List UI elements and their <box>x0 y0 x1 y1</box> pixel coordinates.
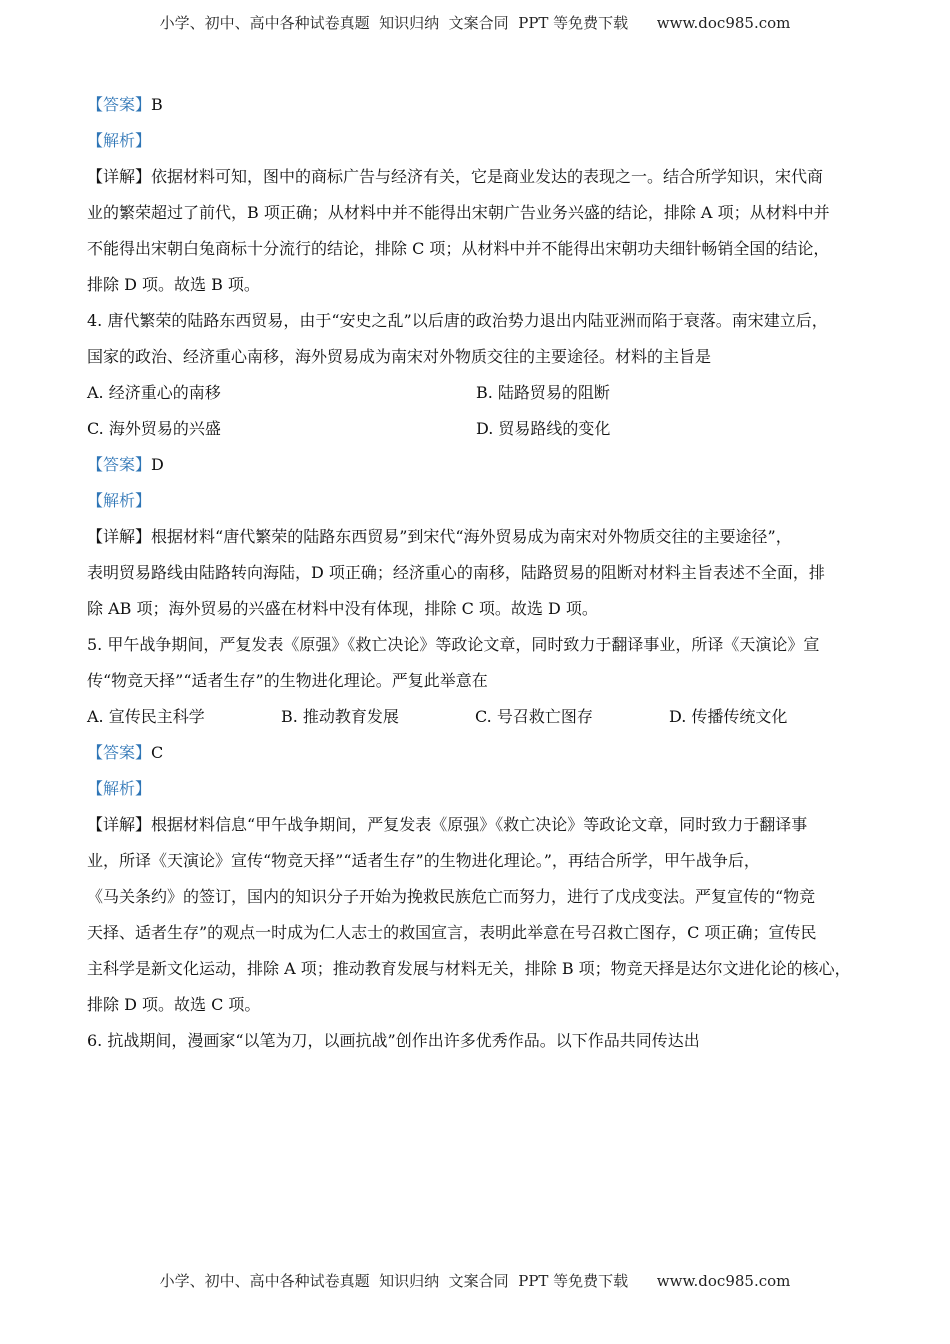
q4-option-b: B. 陆路贸易的阻断 <box>476 383 610 402</box>
q4-stem-line-2: 国家的政治、经济重心南移，海外贸易成为南宋对外物质交往的主要途径。材料的主旨是 <box>87 347 712 366</box>
q4-options-row-1 <box>87 375 872 411</box>
q3-analysis-heading <box>87 123 872 159</box>
q3-answer <box>87 87 872 123</box>
q6-stem-line-1: 6. 抗战期间，漫画家“以笔为刀，以画抗战”创作出许多优秀作品。以下作品共同传达出 <box>87 1031 700 1050</box>
q5-option-b: B. 推动教育发展 <box>281 707 399 726</box>
q4-detail-line-3: 除 AB 项；海外贸易的兴盛在材料中没有体现，排除 C 项。故选 D 项。 <box>87 599 598 618</box>
page-header: 小学、初中、高中各种试卷真题 知识归纳 文案合同 PPT 等免费下载 www.doc985.com <box>159 14 791 32</box>
q5-detail-line-2: 业，所译《天演论》宣传“物竞天择”“适者生存”的生物进化理论。”，再结合所学，甲午战争后， <box>87 851 760 870</box>
detail-text: 根据材料“唐代繁荣的陆路东西贸易”到宋代“海外贸易成为南宋对外物质交往的主要途径”， <box>151 527 792 546</box>
answer-value: B <box>151 95 163 114</box>
q4-detail-line-2: 表明贸易路线由陆路转向海陆，D 项正确；经济重心的南移，陆路贸易的阻断对材料主旨表述不全面，排 <box>87 563 825 582</box>
q5-option-c: C. 号召救亡图存 <box>475 707 593 726</box>
detail-tag: 【详解】 <box>87 527 152 546</box>
answer-tag: 【答案】 <box>87 95 152 114</box>
q4-option-a: A. 经济重心的南移 <box>87 383 221 402</box>
q5-analysis-heading <box>87 771 872 807</box>
q5-stem-line-2: 传“物竞天择”“适者生存”的生物进化理论。严复此举意在 <box>87 671 488 690</box>
q5-stem-line-1: 5. 甲午战争期间，严复发表《原强》《救亡决论》等政论文章，同时致力于翻译事业，所译《天演论》宣 <box>87 635 820 654</box>
q5-detail-line-3: 《马关条约》的签订，国内的知识分子开始为挽救民族危亡而努力，进行了戊戌变法。严复宣传的“物竞 <box>87 887 816 906</box>
detail-tag: 【详解】 <box>87 815 152 834</box>
q5-option-a: A. 宣传民主科学 <box>87 707 205 726</box>
q5-detail-line-5: 主科学是新文化运动，排除 A 项；推动教育发展与材料无关，排除 B 项；物竞天择是达尔文进化论的核心， <box>87 959 851 978</box>
answer-tag: 【答案】 <box>87 743 152 762</box>
q5-options-row <box>87 699 872 735</box>
q4-option-d: D. 贸易路线的变化 <box>476 419 611 438</box>
answer-value: C <box>151 743 164 762</box>
detail-tag: 【详解】 <box>87 167 152 186</box>
q4-answer <box>87 447 872 483</box>
analysis-tag: 【解析】 <box>87 131 152 150</box>
detail-text: 根据材料信息“甲午战争期间，严复发表《原强》《救亡决论》等政论文章，同时致力于翻译事 <box>151 815 808 834</box>
q5-answer <box>87 735 872 771</box>
analysis-tag: 【解析】 <box>87 491 152 510</box>
q5-detail-line-1 <box>87 807 872 843</box>
q3-detail-line-2: 业的繁荣超过了前代，B 项正确；从材料中并不能得出宋朝广告业务兴盛的结论，排除 A 项；从材料中并 <box>87 203 830 222</box>
q3-detail-line-1 <box>87 159 872 195</box>
q5-option-d: D. 传播传统文化 <box>669 707 788 726</box>
page-footer: 小学、初中、高中各种试卷真题 知识归纳 文案合同 PPT 等免费下载 www.doc985.com <box>159 1272 791 1290</box>
detail-text: 依据材料可知，图中的商标广告与经济有关，它是商业发达的表现之一。结合所学知识，宋代商 <box>151 167 824 186</box>
q4-stem-line-1: 4. 唐代繁荣的陆路东西贸易，由于“安史之乱”以后唐的政治势力退出内陆亚洲而陷于衰落。南宋建立后， <box>87 311 828 330</box>
q4-analysis-heading <box>87 483 872 519</box>
q3-detail-line-4: 排除 D 项。故选 B 项。 <box>87 275 260 294</box>
q4-detail-line-1 <box>87 519 872 555</box>
analysis-tag: 【解析】 <box>87 779 152 798</box>
q4-option-c: C. 海外贸易的兴盛 <box>87 419 221 438</box>
answer-tag: 【答案】 <box>87 455 152 474</box>
q5-detail-line-4: 天择、适者生存”的观点一时成为仁人志士的救国宣言，表明此举意在号召救亡图存，C 项正确；宣传民 <box>87 923 817 942</box>
q3-detail-line-3: 不能得出宋朝白兔商标十分流行的结论，排除 C 项；从材料中并不能得出宋朝功夫细针畅销全国的结论， <box>87 239 830 258</box>
q5-detail-line-6: 排除 D 项。故选 C 项。 <box>87 995 261 1014</box>
answer-value: D <box>151 455 164 474</box>
q4-options-row-2 <box>87 411 872 447</box>
document-body <box>87 87 872 1059</box>
